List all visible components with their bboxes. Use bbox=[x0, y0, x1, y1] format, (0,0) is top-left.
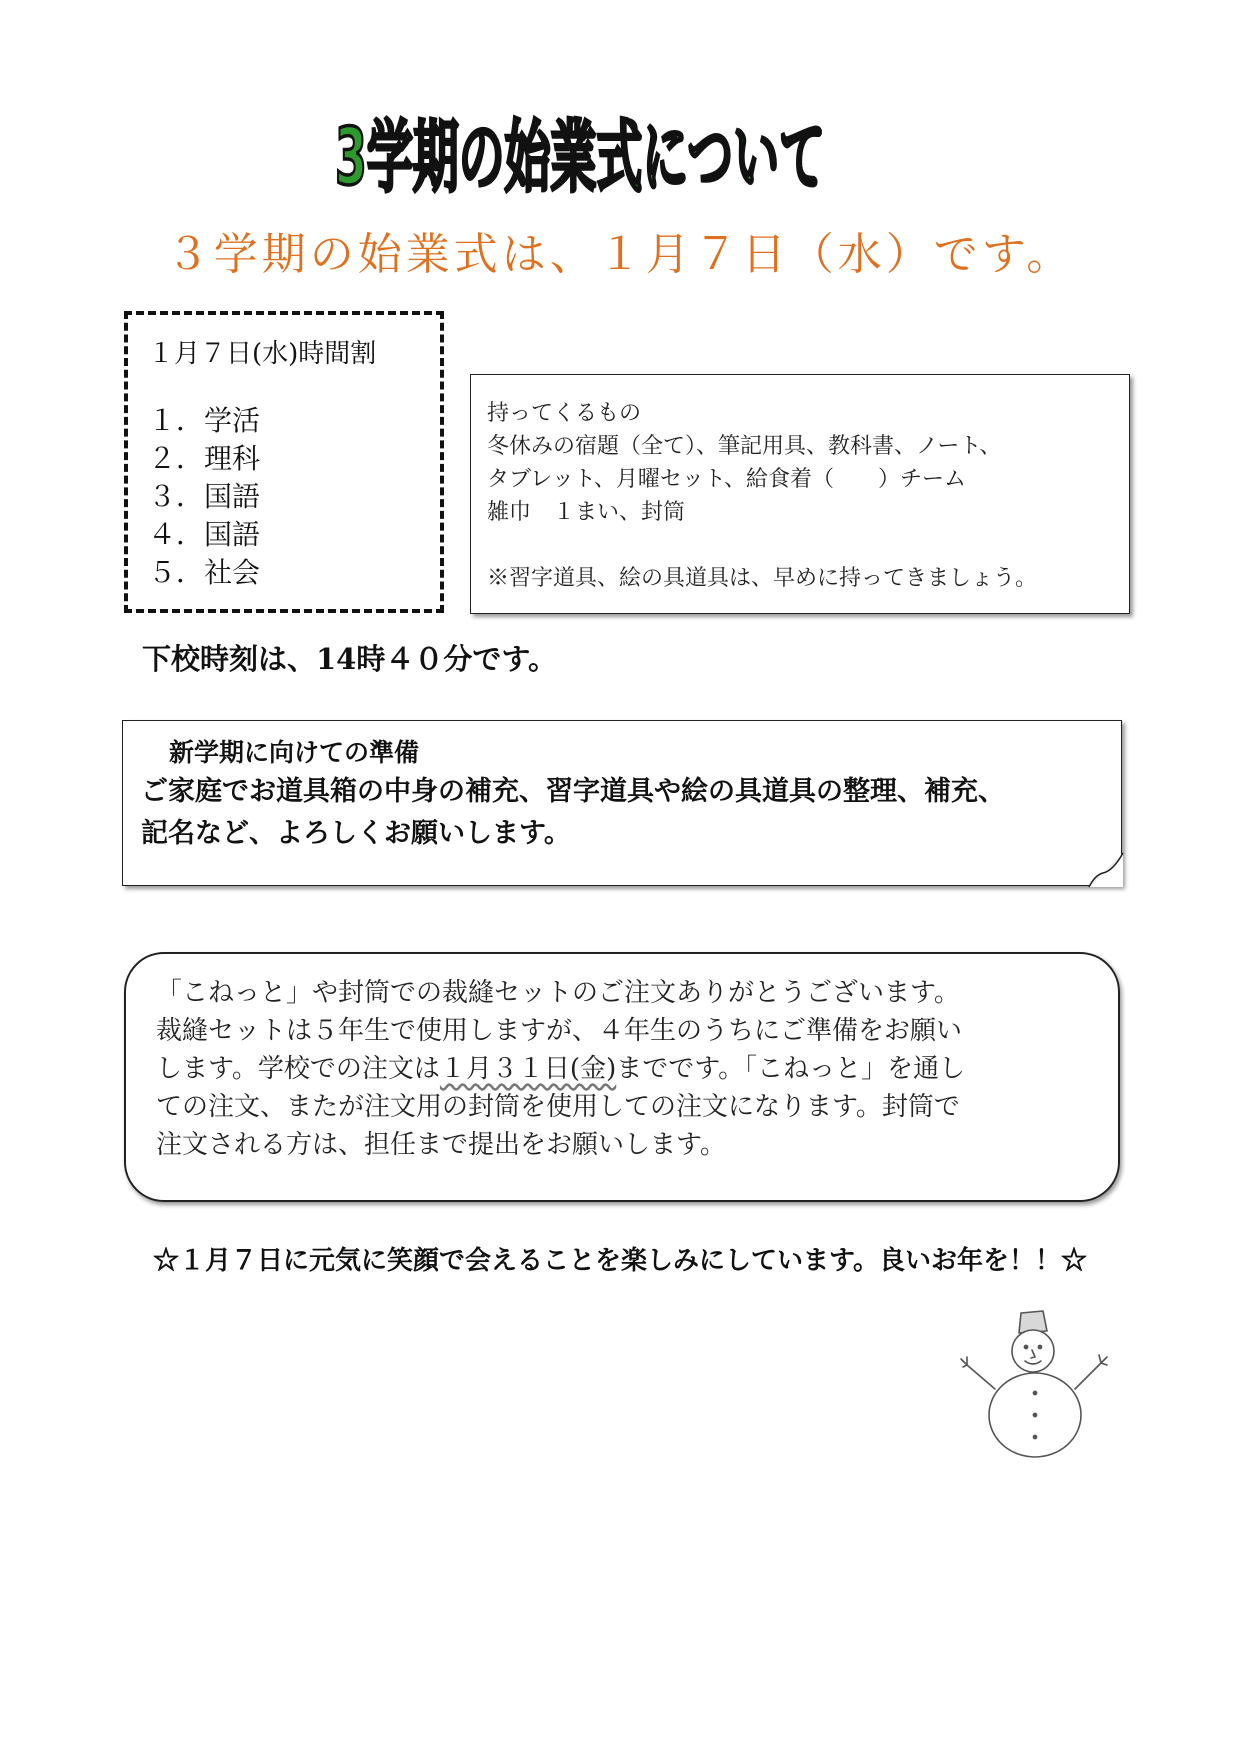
preparation-box bbox=[122, 720, 1122, 886]
order-line: 「こねっと」や封筒での裁縫セットのご注文ありがとうございます。 bbox=[156, 978, 960, 1008]
schedule-period: ５．社会 bbox=[148, 556, 261, 589]
preparation-title: 新学期に向けての準備 bbox=[169, 738, 420, 767]
dismissal-time: 下校時刻は、14時４０分です。 bbox=[142, 642, 558, 676]
order-notice-box bbox=[124, 952, 1120, 1202]
preparation-line: 記名など、よろしくお願いします。 bbox=[141, 818, 571, 849]
schedule-period: ２．理科 bbox=[148, 442, 261, 475]
page-title bbox=[330, 98, 830, 208]
schedule-period: ３．国語 bbox=[148, 480, 261, 513]
order-line: 裁縫セットは５年生で使用しますが、４年生のうちにご準備をお願い bbox=[156, 1016, 963, 1046]
items-note: ※習字道具、絵の具道具は、早めに持ってきましょう。 bbox=[487, 566, 1038, 591]
order-deadline: １月３１日(金) bbox=[439, 1054, 617, 1084]
items-box bbox=[470, 374, 1130, 614]
snowman-icon bbox=[955, 1305, 1115, 1465]
order-line: ての注文、またが注文用の封筒を使用しての注文になります。封筒で bbox=[156, 1092, 960, 1122]
items-heading: 持ってくるもの bbox=[487, 401, 642, 426]
order-line-text: までです。「こねっと」を通し bbox=[616, 1054, 966, 1084]
items-line: 冬休みの宿題（全て）、筆記用具、教科書、ノート、 bbox=[487, 434, 1002, 459]
order-line-text: します。学校での注文は bbox=[156, 1054, 440, 1084]
schedule-period: ４．国語 bbox=[148, 518, 261, 551]
preparation-line: ご家庭でお道具箱の中身の補充、習字道具や絵の具道具の整理、補充、 bbox=[141, 776, 1005, 807]
items-line: タブレット、月曜セット、給食着（ ）チーム bbox=[487, 467, 966, 492]
order-line bbox=[156, 1050, 1088, 1088]
page-title-text: 3学期の始業式について bbox=[335, 113, 825, 203]
closing-message: ☆１月７日に元気に笑顔で会えることを楽しみにしています。良いお年を！！☆ bbox=[153, 1246, 1087, 1276]
schedule-title: １月７日(水)時間割 bbox=[148, 339, 377, 369]
page-fold-icon bbox=[1089, 853, 1123, 887]
subtitle: ３学期の始業式は、１月７日（水）です。 bbox=[165, 229, 1075, 280]
order-line: 注文される方は、担任まで提出をお願いします。 bbox=[156, 1130, 726, 1160]
schedule-period: １．学活 bbox=[148, 404, 261, 437]
schedule-box bbox=[124, 311, 444, 613]
items-line: 雑巾 １まい、封筒 bbox=[487, 500, 686, 525]
